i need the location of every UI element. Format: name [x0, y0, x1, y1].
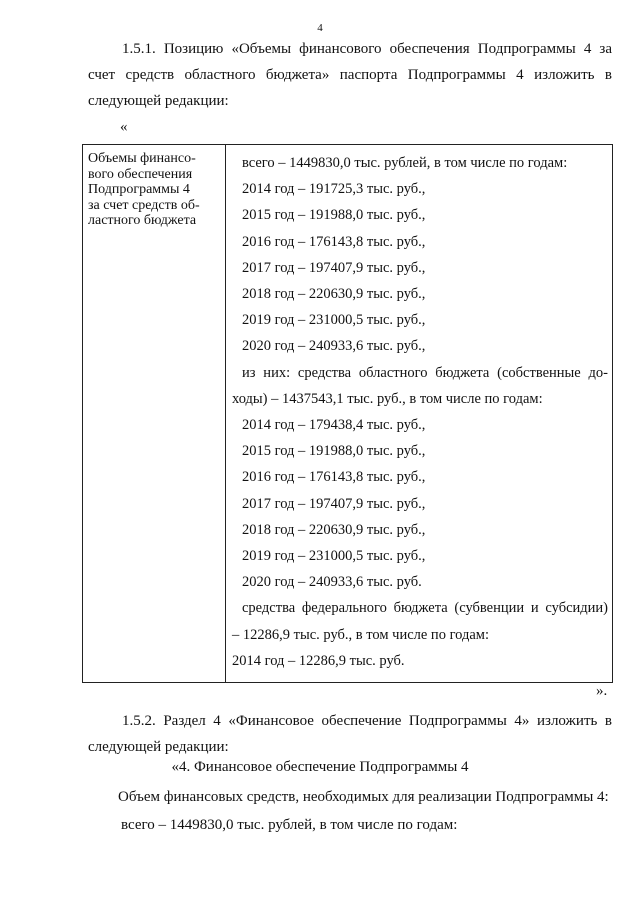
position-name-line: Подпрограммы 4: [88, 182, 190, 197]
year-total-2020: 2020 год – 240933,6 тыс. руб.,: [242, 338, 426, 355]
federal-funds-line-1: средства федерального бюджета (субвенции и субсидии): [242, 600, 608, 617]
closing-quote: ».: [596, 683, 608, 699]
position-name-line: Объемы финансо-: [88, 151, 196, 166]
federal-2014: 2014 год – 12286,9 тыс. руб.: [232, 652, 405, 669]
year-total-2019: 2019 год – 231000,5 тыс. руб.,: [242, 312, 426, 329]
year-total-2018: 2018 год – 220630,9 тыс. руб.,: [242, 286, 426, 303]
total-funding: всего – 1449830,0 тыс. рублей, в том числе по годам:: [242, 155, 568, 171]
year-own-2016: 2016 год – 176143,8 тыс. руб.,: [242, 469, 426, 486]
year-own-2018: 2018 год – 220630,9 тыс. руб.,: [242, 521, 426, 538]
year-total-2017: 2017 год – 197407,9 тыс. руб.,: [242, 259, 426, 276]
position-name-line: за счет средств об-: [88, 197, 200, 213]
section-title: «4. Финансовое обеспечение Подпрограммы 4: [171, 759, 469, 775]
position-name-cell: [83, 145, 226, 683]
own-funds-line-2: ходы) – 1437543,1 тыс. руб., в том числе по годам:: [232, 390, 543, 407]
federal-funds-line-2: – 12286,9 тыс. руб., в том числе по годам:: [232, 626, 490, 643]
opening-quote: «: [120, 119, 128, 135]
paragraph-1-5-2: 1.5.2. Раздел 4 «Финансовое обеспечение Подпрограммы 4» изложить в следующей редакции:: [88, 713, 612, 755]
paragraph-1-5-1: 1.5.1. Позицию «Объемы финансового обеспечения Подпрограммы 4 за счет средств областного бюджета» паспорта Подпрограммы 4 изложить в следующей редакции:: [88, 41, 612, 109]
total-sentence: всего – 1449830,0 тыс. рублей, в том числе по годам:: [121, 817, 458, 833]
year-total-2015: 2015 год – 191988,0 тыс. руб.,: [242, 207, 426, 224]
year-own-2014: 2014 год – 179438,4 тыс. руб.,: [242, 417, 426, 434]
table-row: [83, 145, 613, 683]
year-own-2015: 2015 год – 191988,0 тыс. руб.,: [242, 443, 426, 460]
year-total-2016: 2016 год – 176143,8 тыс. руб.,: [242, 233, 426, 250]
year-total-2014: 2014 год – 191725,3 тыс. руб.,: [242, 181, 426, 198]
year-own-2017: 2017 год – 197407,9 тыс. руб.,: [242, 495, 426, 512]
year-own-2019: 2019 год – 231000,5 тыс. руб.,: [242, 548, 426, 565]
page-number: 4: [317, 22, 323, 34]
position-name-line: ластного бюджета: [88, 213, 197, 228]
volume-sentence: Объем финансовых средств, необходимых для реализации Подпрограммы 4:: [118, 789, 609, 805]
year-own-2020: 2020 год – 240933,6 тыс. руб.: [242, 574, 422, 591]
position-name-line: вого обеспечения: [88, 166, 193, 182]
passport-table: [82, 144, 613, 683]
funding-details-cell: [226, 145, 613, 683]
own-funds-line-1: из них: средства областного бюджета (собственные до-: [242, 364, 608, 381]
